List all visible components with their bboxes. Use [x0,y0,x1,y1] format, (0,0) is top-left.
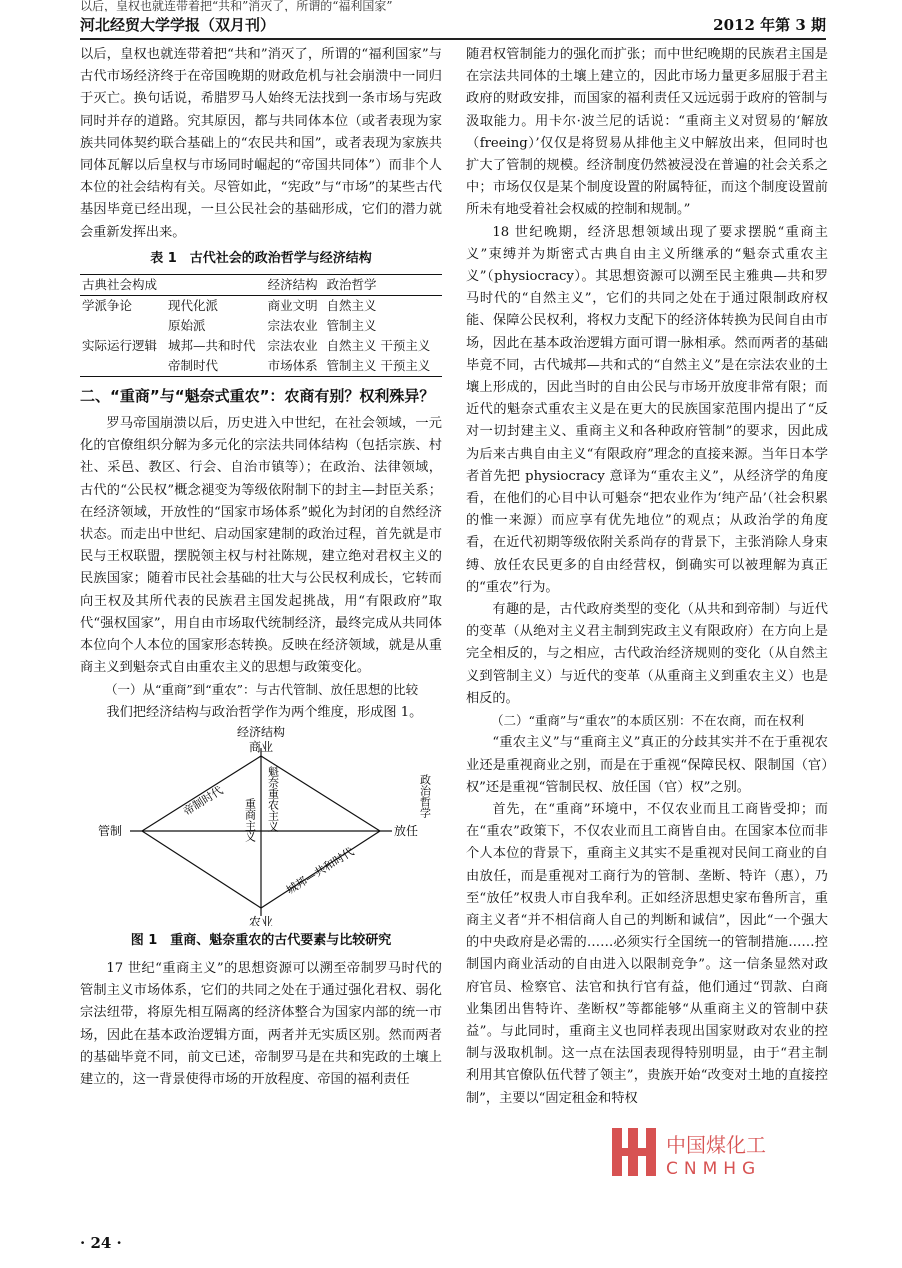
table-cell: 市场体系 [266,356,325,377]
table-cell: 自然主义 干预主义 [326,338,431,354]
figure-caption: 图 1 重商、魁奈重农的古代要素与比较研究 [130,932,392,948]
top-strip: 以后，皇权也就连带着把“共和”消灭了，所谓的“福利国家” [80,0,393,12]
table-cell [80,316,166,336]
paragraph: 以后，皇权也就连带着把“共和”消灭了，所谓的“福利国家”与古代市场经济终于在帝国晚期的财政危机与社会崩溃中一同归于灭亡。换句话说，希腊罗马人始终无法找到一条市场与宪政同时并存的道路。究其原因，都与共同体本位（或者表现为家族共同体契约联合基础上的“农民共和国”，或者表现为家族共同体瓦解以后皇权与市场同时崛起的“帝国共同体”）而非个人本位的社会结构有关。尽管如此，“宪政”与“市场”的某些古代基因毕竟已经出现，一旦公民社会的基础形成，它们的潜力就会重新发挥出来。 [80,47,442,240]
paragraph: 18 世纪晚期，经济思想领域出现了要求摆脱“重商主义”束缚并为斯密式古典自由主义所继承的“魁奈式重农主义”（physiocracy）。其思想资源可以溯至民主雅典—共和罗马时代的“自然主义”，它们的共同之处在于通过限制政府权能、保障公民权利，将权力支配下的经济体转换为民间自由市场，因此在基本政治逻辑方面可谓一脉相承。然而两者的基础毕竟不同，古代城邦—共和式的“自然主义”是在宗法农业的土壤上形成的，因此当时的自由公民与市场开放度非常有限；而近代的魁奈式重农主义是在更大的民族国家范围内提出了“反对一切封建主义、重商主义和各种政府管制”的要求，因此成为后来古典自由主义“有限政府”理念的直接来源。当年日本学者首先把 physiocracy 意译为“重农主义”，从经济学的角度看，在他们的心目中认可魁奈“把农业作为‘纯产品’（社会积累的惟一来源）而应享有优先地位”的观点；从政治学的角度看，在近代初期等级依附关系尚存的背景下，主张消除人身束缚、放任农民更多的自由经营权，倒确实可以被理解为真正的“重农”行为。 [466,224,828,595]
fig-right-axis-label: 政治哲学 [418,773,432,818]
table-cell: 管制主义 [326,318,377,334]
watermark-en: CNMHG [666,1159,762,1179]
table-cell: 自然主义 [326,298,377,314]
section-title: 二、“重商”与“魁奈式重农”：农商有别？权利殊异？ [80,387,435,406]
table-header: 政治哲学 [324,275,442,296]
table-row [80,356,442,377]
table-cell: 现代化派 [168,298,219,314]
paragraph: 有趣的是，古代政府类型的变化（从共和到帝制）与近代的变革（从绝对主义君主制到宪政主义有限政府）在方向上是完全相反的，与之相应，古代政治经济规则的变化（从自然主义到管制主义）与近代的变革（从重商主义到重农主义）也是相反的。 [466,602,828,706]
fig-bottom-label: 农业 [248,914,274,926]
watermark-logo [610,1124,810,1180]
fig-center-right-label: 魁奈重农主义 [266,765,280,832]
subsection-title: （二）“重商”与“重农”的本质区别：不在农商，而在权利 [491,713,805,729]
table-header: 古典社会构成 [80,275,266,296]
table-cell: 宗法农业 [267,338,318,354]
issue-label: 2012 年第 3 期 [713,16,826,34]
paragraph: 罗马帝国崩溃以后，历史进入中世纪，在社会领域，一元化的官僚组织分解为多元化的宗法共同体结构（包括宗族、村社、采邑、教区、行会、自治市镇等）；在政治、法律领域，古代的“公民权”概念褪变为等级依附制下的封主—封臣关系；在经济领域，开放性的“国家市场体系”蜕化为封闭的自然经济状态。而走出中世纪、启动国家建制的政治过程，首先就是市民与王权联盟，摆脱领主权与村社陈规，建立绝对君权主义的民族国家；随着市民社会基础的壮大与公民权利成长，它转而向王权及其所代表的民族君主国发起挑战，用“有限政府”取代“强权国家”，用自由市场取代统制经济，最终完成从共同体本位向个人本位的国家形态转换。反映在经济领域，就是从重商主义到魁奈式自由重农主义的思想与政策变化。 [80,416,442,676]
table-caption: 表 1 古代社会的政治哲学与经济结构 [150,250,372,266]
subsection-title: （一）从“重商”到“重农”：与古代管制、放任思想的比较 [105,682,419,698]
paragraph: 我们把经济结构与政治哲学作为两个维度，形成图 1。 [106,704,423,720]
fig-center-left-label: 重商主义 [243,797,257,842]
fig-left-label: 管制 [97,823,123,838]
fig-lower-right-label: 城邦—共和时代 [284,844,357,897]
table-cell: 学派争论 [82,298,133,314]
running-header [80,14,826,36]
journal-name: 河北经贸大学学报（双月刊） [80,16,276,34]
fig-top-label: 经济结构 [236,725,286,739]
page-number: · 24 · [80,1234,122,1252]
right-column [466,44,828,1110]
fig-upper-left-label: 帝制时代 [181,783,226,819]
paragraph: 首先，在“重商”环境中，不仅农业而且工商皆受抑；而在“重农”政策下，不仅农业而且工商皆自由。在国家本位而非个人本位的背景下，重商主义其实不是重视对民间工商业的自由放任，而是重视对工商行为的管制、垄断、特许（惠），乃至“放任”权贵人市自我牟利。正如经济思想史家布鲁所言，重商主义者“并不相信商人自己的判断和诚信”，因此“一个强大的中央政府是必需的……必须实行全国统一的管制措施……控制国内商业活动的自由进入以限制竞争”。这一信条显然对政府官员、检察官、法官和执行官有益，他们通过“罚款、白商业集团出售特许、垄断权”等都能够“从重商主义的管制中获益”。与此同时，重商主义也同样表现出国家财政对农业的控制与汲取机制。这一点在法国表现得特别明显，由于“君主制利用其官僚队伍代替了领主”，贵族开始“改变对土地的直接控制”，主要以“固定租金和特权 [466,801,828,1106]
table-cell: 原始派 [168,318,206,334]
table-cell: 帝制时代 [166,356,266,377]
figure-1 [80,726,442,926]
table-cell: 管制主义 干预主义 [324,356,442,377]
table-row [80,336,442,356]
table-cell [80,356,166,377]
header-rule [80,38,826,40]
figure-diagram [80,726,442,926]
table-row [80,316,442,336]
table-row [80,296,442,317]
table-1 [80,274,442,377]
paragraph: “重农主义”与“重商主义”真正的分歧其实并不在于重视农业还是重视商业之别，而是在于重视“保障民权、限制国（官）权”还是重视“管制民权、放任国（官）权”之别。 [466,735,828,795]
table-cell: 商业文明 [267,298,318,314]
table-header-row [80,275,442,296]
table-cell: 实际运行逻辑 [82,338,158,354]
paragraph: 随君权管制能力的强化而扩张；而中世纪晚期的民族君主国是在宗法共同体的土壤上建立的，因此市场力量更多屈服于君主政府的财政安排，而国家的福利责任又远远弱于政府的管制与汲取能力。用卡尔·波兰尼的话说：“重商主义对贸易的‘解放（freeing）’仅仅是将贸易从排他主义中解放出来，但同时也扩大了管制的规模。经济制度仍然被浸没在普遍的社会关系之中；市场仅仅是某个制度设置的附属特征，而这个制度设置前所未有地受着社会权威的控制和规制。” [466,47,828,218]
table-cell: 宗法农业 [267,318,318,334]
paragraph: 17 世纪“重商主义”的思想资源可以溯至帝制罗马时代的管制主义市场体系，它们的共同之处在于通过强化君权、弱化宗法纽带，将原先相互隔离的经济体整合为国家内部的统一市场，因此在基本政治逻辑方面，两者并无实质区别。然而两者的基础毕竟不同，前文已述，帝制罗马是在共和宪政的土壤上建立的，这一背景使得市场的开放程度、帝国的福利责任 [80,961,442,1088]
watermark-cn: 中国煤化工 [666,1133,766,1157]
fig-top2-label: 商业 [248,739,274,754]
fig-right-label: 放任 [393,823,419,838]
table-cell: 城邦—共和时代 [168,338,256,354]
table-header: 经济结构 [266,275,325,296]
left-column [80,44,442,1091]
